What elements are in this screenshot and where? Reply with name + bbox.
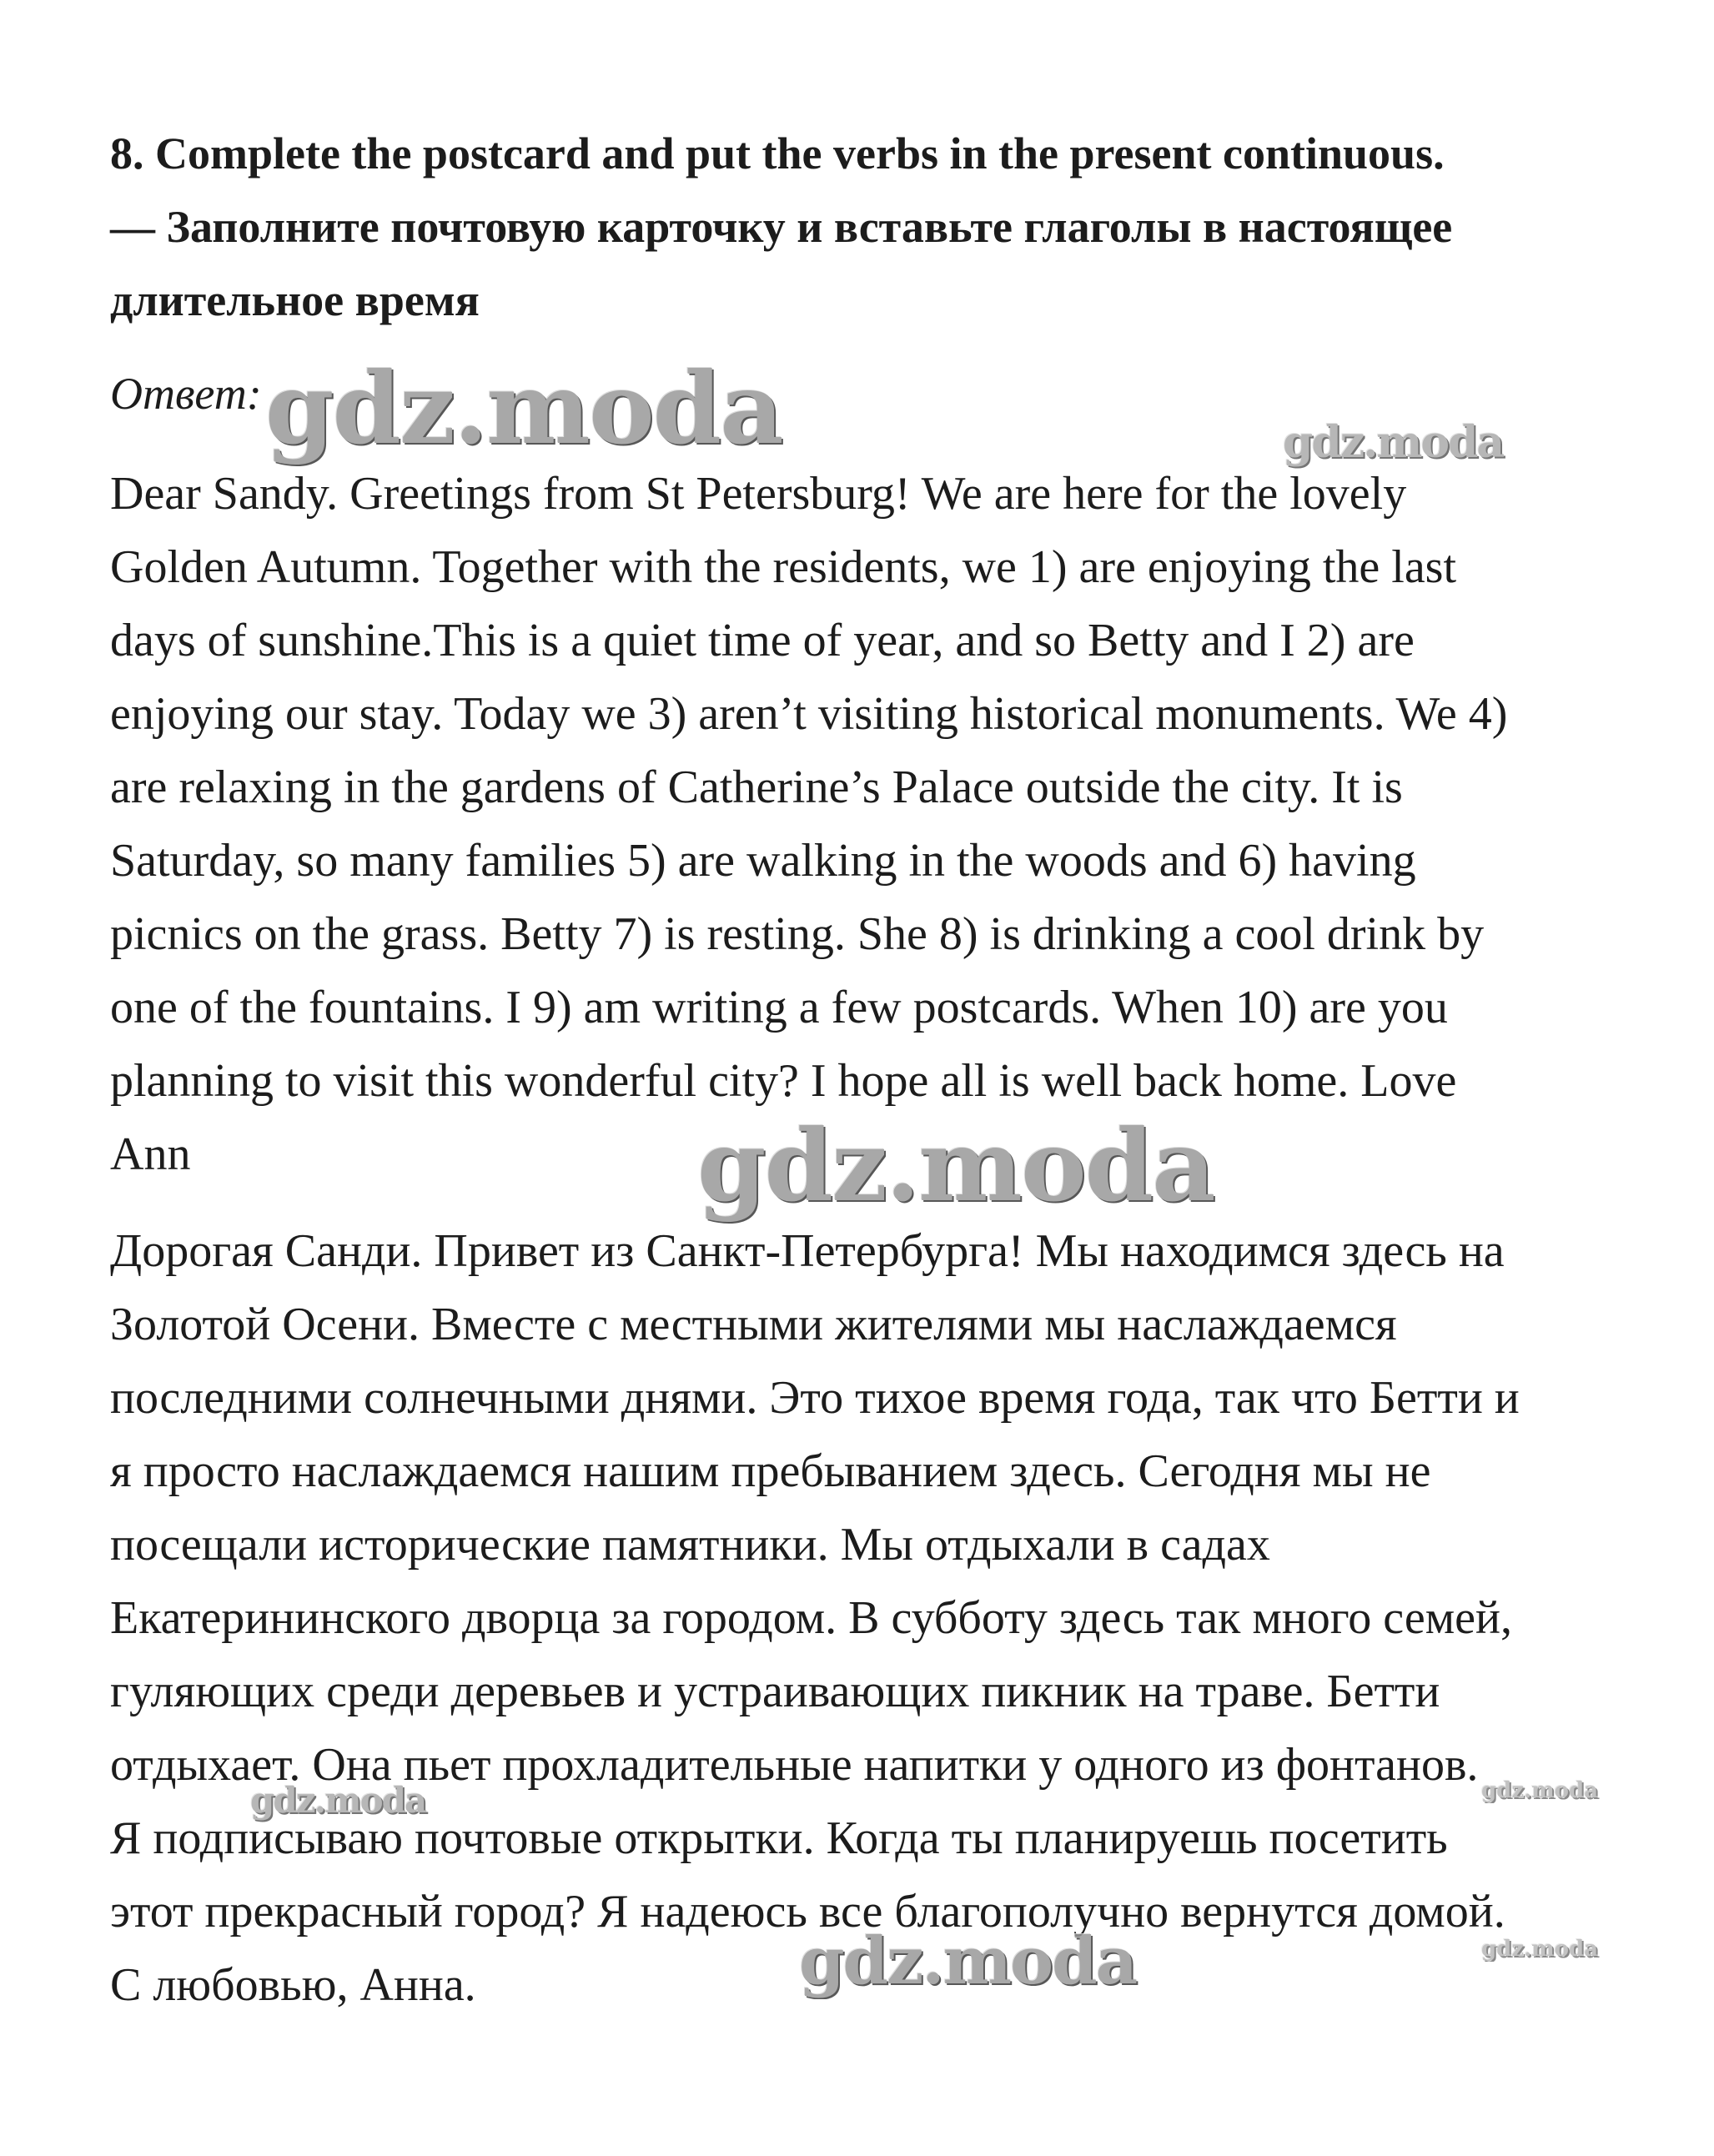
text-line: Екатерининского дворца за городом. В субботу здесь так много семей, — [110, 1592, 1512, 1644]
text-line: one of the fountains. I 9) am writing a few postcards. When 10) are you — [110, 982, 1448, 1033]
text-line: Золотой Осени. Вместе с местными жителями мы наслаждаемся — [110, 1299, 1397, 1350]
text-line: я просто наслаждаемся нашим пребыванием здесь. Сегодня мы не — [110, 1445, 1431, 1497]
watermark: gdz.moda — [265, 350, 782, 466]
watermark: gdz.moda — [1481, 1778, 1599, 1803]
text-line: Golden Autumn. Together with the residents, we 1) are enjoying the last — [110, 541, 1457, 593]
text-line: are relaxing in the gardens of Catherine’s Palace outside the city. It is — [110, 761, 1403, 813]
text-line: planning to visit this wonderful city? I hope all is well back home. Love — [110, 1055, 1457, 1107]
text-line: picnics on the grass. Betty 7) is resting. She 8) is drinking a cool drink by — [110, 908, 1485, 960]
text-line: Дорогая Санди. Привет из Санкт-Петербурга! Мы находимся здесь на — [110, 1225, 1505, 1277]
text-line: Saturday, so many families 5) are walking in the woods and 6) having — [110, 835, 1416, 887]
text-line: days of sunshine.This is a quiet time of year, and so Betty and I 2) are — [110, 615, 1415, 666]
english-postcard-text — [110, 457, 1661, 1191]
heading-line: длительное время — [110, 275, 480, 325]
text-line: Я подписываю почтовые открытки. Когда ты планируешь посетить — [110, 1812, 1448, 1864]
exercise-heading — [110, 117, 1661, 337]
text-line: последними солнечными днями. Это тихое время года, так что Бетти и — [110, 1372, 1520, 1424]
text-line: этот прекрасный город? Я надеюсь все благополучно вернутся домой. — [110, 1886, 1505, 1937]
russian-translation-text — [110, 1214, 1661, 2022]
watermark: gdz.moda — [1283, 417, 1504, 468]
heading-line: — Заполните почтовую карточку и вставьте глаголы в настоящее — [110, 202, 1453, 252]
text-line: гуляющих среди деревьев и устраивающих пикник на траве. Бетти — [110, 1666, 1440, 1717]
text-line: Dear Sandy. Greetings from St Petersburg! We are here for the lovely — [110, 468, 1407, 520]
text-line: С любовью, Анна. — [110, 1959, 476, 2011]
watermark: gdz.moda — [697, 1108, 1214, 1224]
watermark: gdz.moda — [799, 1923, 1137, 1999]
text-line: Ann — [110, 1128, 191, 1180]
heading-line: 8. Complete the postcard and put the verbs in the present continuous. — [110, 128, 1445, 178]
text-line: enjoying our stay. Today we 3) aren’t visiting historical monuments. We 4) — [110, 688, 1508, 740]
text-line: посещали исторические памятники. Мы отдыхали в садах — [110, 1519, 1270, 1571]
watermark: gdz.moda — [250, 1780, 426, 1821]
text-line: отдыхает. Она пьет прохладительные напитки у одного из фонтанов. — [110, 1739, 1479, 1791]
answer-label: Ответ: — [110, 369, 262, 419]
watermark: gdz.moda — [1481, 1937, 1599, 1962]
